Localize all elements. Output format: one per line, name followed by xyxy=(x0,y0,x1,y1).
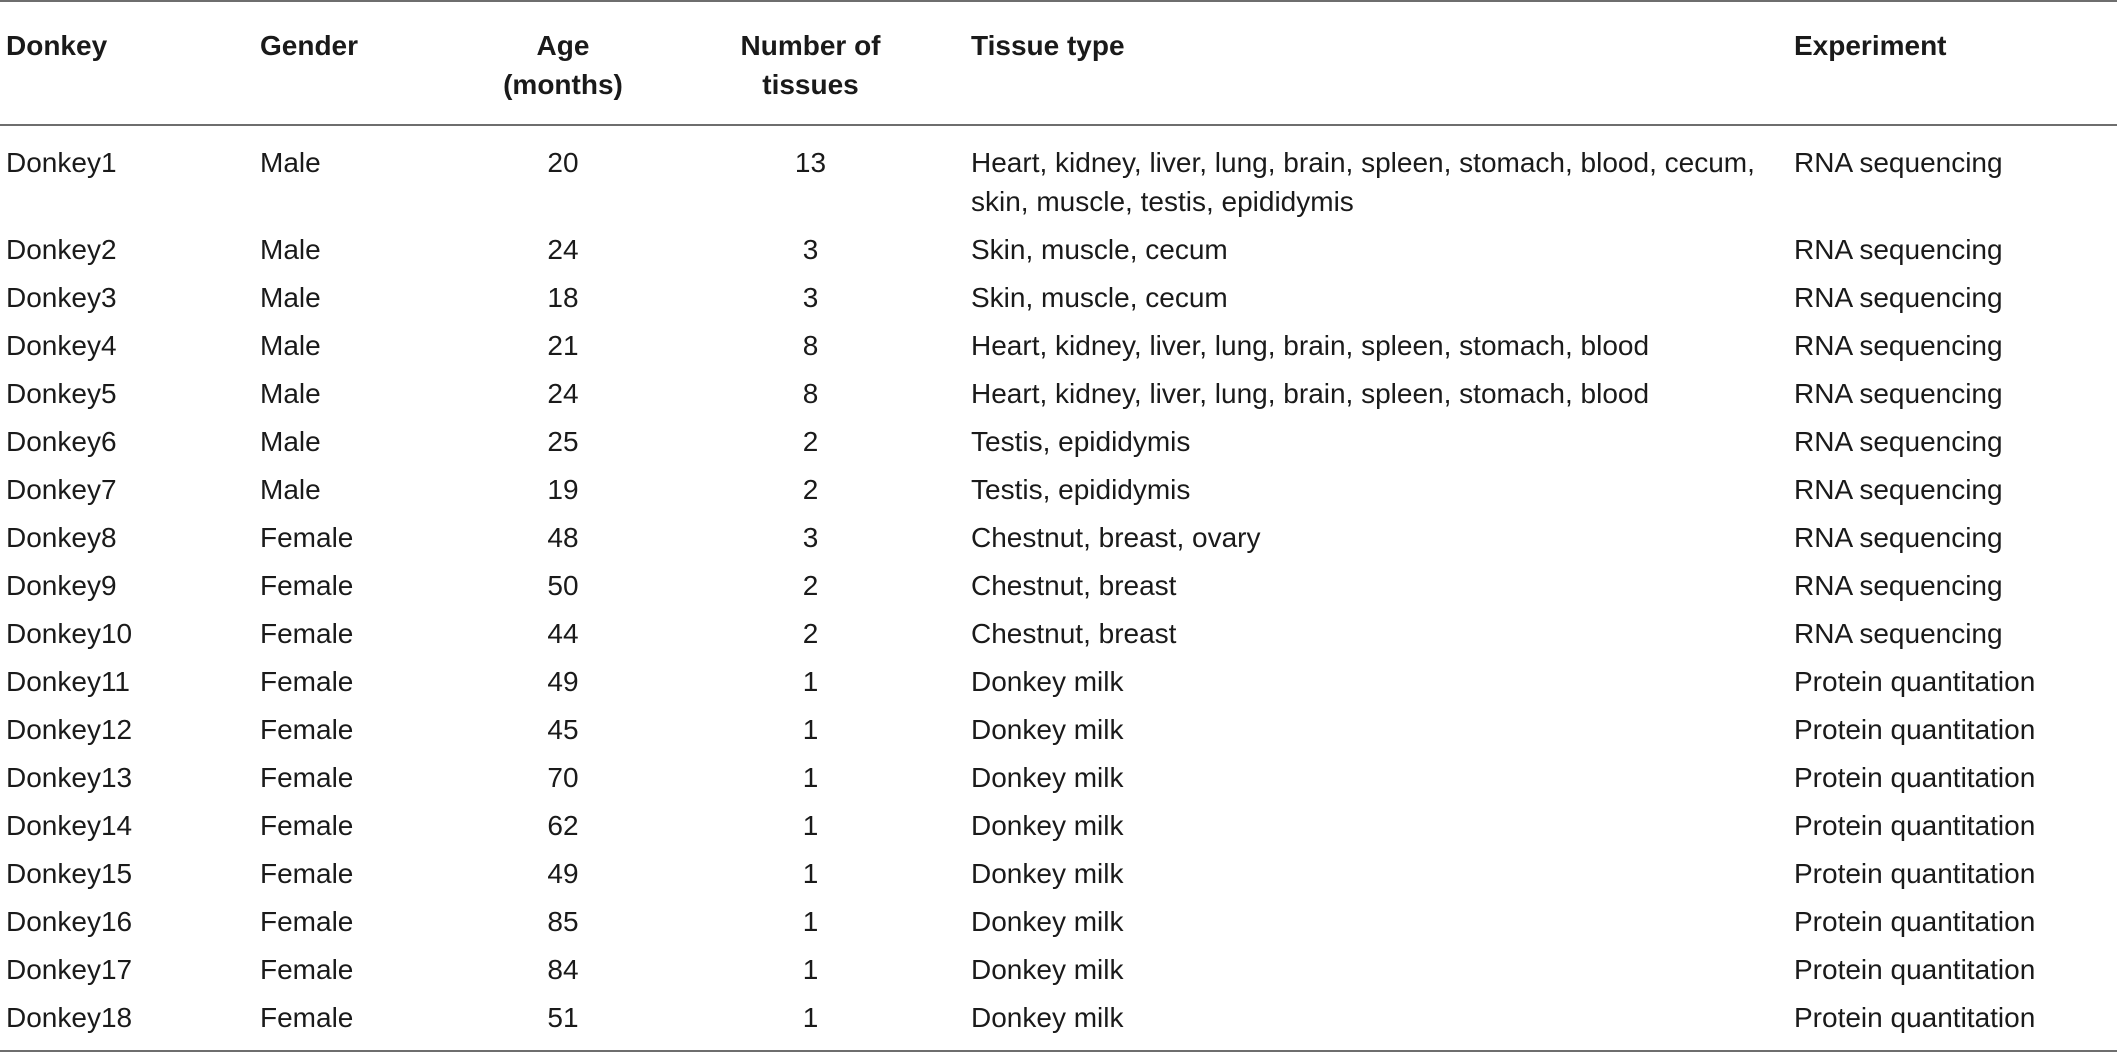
cell-age: 50 xyxy=(547,570,579,601)
cell-tissue-type: Chestnut, breast xyxy=(971,618,1177,649)
cell-gender: Female xyxy=(260,618,354,649)
cell-number-of-tissues: 1 xyxy=(802,858,819,889)
cell-tissue-type: Testis, epididymis xyxy=(971,474,1191,505)
cell-gender: Male xyxy=(260,474,321,505)
table-row xyxy=(0,125,2117,225)
cell-age: 62 xyxy=(547,810,579,841)
cell-experiment: Protein quantitation xyxy=(1794,1002,2036,1033)
cell-number-of-tissues: 2 xyxy=(802,618,819,649)
cell-experiment: Protein quantitation xyxy=(1794,858,2036,889)
cell-tissue-type: Donkey milk xyxy=(971,666,1124,697)
cell-tissue-type: Heart, kidney, liver, lung, brain, spleen, stomach, blood xyxy=(971,378,1650,409)
cell-experiment: RNA sequencing xyxy=(1794,378,2003,409)
cell-tissue-type: Donkey milk xyxy=(971,1002,1124,1033)
table-row xyxy=(0,945,2117,993)
table-row xyxy=(0,465,2117,513)
cell-experiment: RNA sequencing xyxy=(1794,330,2003,361)
cell-tissue-type: Testis, epididymis xyxy=(971,426,1191,457)
cell-number-of-tissues: 1 xyxy=(802,666,819,697)
cell-number-of-tissues: 1 xyxy=(802,906,819,937)
cell-gender: Male xyxy=(260,147,321,178)
cell-donkey: Donkey5 xyxy=(6,378,117,409)
table-row xyxy=(0,369,2117,417)
cell-experiment: RNA sequencing xyxy=(1794,426,2003,457)
cell-donkey: Donkey6 xyxy=(6,426,117,457)
cell-tissue-type: Donkey milk xyxy=(971,714,1124,745)
cell-donkey: Donkey15 xyxy=(6,858,133,889)
cell-gender: Female xyxy=(260,666,354,697)
cell-donkey: Donkey12 xyxy=(6,714,133,745)
cell-tissue-type: Skin, muscle, cecum xyxy=(971,234,1228,265)
cell-number-of-tissues: 1 xyxy=(802,1002,819,1033)
cell-experiment: RNA sequencing xyxy=(1794,234,2003,265)
cell-donkey: Donkey10 xyxy=(6,618,133,649)
header-age-line1: Age xyxy=(536,30,590,61)
cell-number-of-tissues: 1 xyxy=(802,762,819,793)
cell-tissue-type: Skin, muscle, cecum xyxy=(971,282,1228,313)
cell-experiment: RNA sequencing xyxy=(1794,618,2003,649)
cell-number-of-tissues: 2 xyxy=(802,570,819,601)
table-row xyxy=(0,273,2117,321)
cell-donkey: Donkey3 xyxy=(6,282,117,313)
cell-age: 51 xyxy=(547,1002,579,1033)
cell-gender: Female xyxy=(260,858,354,889)
table-row xyxy=(0,417,2117,465)
cell-tissue-type: Heart, kidney, liver, lung, brain, spleen, stomach, blood, cecum, skin, muscle, testis, epididymis xyxy=(971,147,1755,217)
cell-tissue-type: Chestnut, breast xyxy=(971,570,1177,601)
cell-number-of-tissues: 8 xyxy=(802,378,819,409)
cell-gender: Male xyxy=(260,378,321,409)
cell-number-of-tissues: 2 xyxy=(802,474,819,505)
header-number-of-tissues xyxy=(658,1,963,125)
cell-gender: Female xyxy=(260,1002,354,1033)
table-row xyxy=(0,993,2117,1051)
cell-age: 49 xyxy=(547,666,579,697)
table-row xyxy=(0,561,2117,609)
header-donkey: Donkey xyxy=(6,30,108,61)
table-row xyxy=(0,849,2117,897)
cell-donkey: Donkey18 xyxy=(6,1002,133,1033)
cell-tissue-type: Heart, kidney, liver, lung, brain, spleen, stomach, blood xyxy=(971,330,1650,361)
header-tissue-type: Tissue type xyxy=(971,30,1125,61)
cell-age: 18 xyxy=(547,282,579,313)
cell-donkey: Donkey8 xyxy=(6,522,117,553)
cell-donkey: Donkey4 xyxy=(6,330,117,361)
cell-age: 49 xyxy=(547,858,579,889)
table-row xyxy=(0,321,2117,369)
cell-experiment: Protein quantitation xyxy=(1794,906,2036,937)
cell-age: 21 xyxy=(547,330,579,361)
table-row xyxy=(0,513,2117,561)
cell-donkey: Donkey2 xyxy=(6,234,117,265)
cell-gender: Male xyxy=(260,234,321,265)
cell-experiment: Protein quantitation xyxy=(1794,762,2036,793)
cell-tissue-type: Donkey milk xyxy=(971,858,1124,889)
cell-gender: Female xyxy=(260,906,354,937)
cell-number-of-tissues: 3 xyxy=(802,234,819,265)
cell-age: 25 xyxy=(547,426,579,457)
cell-gender: Female xyxy=(260,954,354,985)
cell-donkey: Donkey16 xyxy=(6,906,133,937)
cell-gender: Female xyxy=(260,810,354,841)
cell-tissue-type: Donkey milk xyxy=(971,762,1124,793)
cell-number-of-tissues: 3 xyxy=(802,282,819,313)
cell-donkey: Donkey7 xyxy=(6,474,117,505)
cell-number-of-tissues: 8 xyxy=(802,330,819,361)
cell-number-of-tissues: 13 xyxy=(794,147,827,178)
header-gender: Gender xyxy=(260,30,359,61)
cell-donkey: Donkey1 xyxy=(6,147,117,178)
cell-age: 48 xyxy=(547,522,579,553)
cell-age: 24 xyxy=(547,234,579,265)
header-age xyxy=(468,1,658,125)
cell-gender: Female xyxy=(260,570,354,601)
cell-gender: Male xyxy=(260,426,321,457)
cell-donkey: Donkey9 xyxy=(6,570,117,601)
table-row xyxy=(0,705,2117,753)
cell-tissue-type: Chestnut, breast, ovary xyxy=(971,522,1261,553)
cell-number-of-tissues: 2 xyxy=(802,426,819,457)
cell-experiment: RNA sequencing xyxy=(1794,474,2003,505)
table-row xyxy=(0,801,2117,849)
cell-experiment: Protein quantitation xyxy=(1794,714,2036,745)
cell-tissue-type: Donkey milk xyxy=(971,954,1124,985)
cell-donkey: Donkey13 xyxy=(6,762,133,793)
table-row xyxy=(0,753,2117,801)
cell-gender: Male xyxy=(260,330,321,361)
table-row xyxy=(0,897,2117,945)
table-row xyxy=(0,657,2117,705)
table-body xyxy=(0,125,2117,1051)
header-row xyxy=(0,1,2117,125)
cell-donkey: Donkey17 xyxy=(6,954,133,985)
cell-experiment: Protein quantitation xyxy=(1794,666,2036,697)
header-experiment: Experiment xyxy=(1794,30,1947,61)
cell-tissue-type: Donkey milk xyxy=(971,906,1124,937)
cell-tissue-type: Donkey milk xyxy=(971,810,1124,841)
cell-donkey: Donkey11 xyxy=(6,666,131,697)
cell-age: 19 xyxy=(547,474,579,505)
cell-number-of-tissues: 1 xyxy=(802,714,819,745)
cell-gender: Female xyxy=(260,714,354,745)
cell-age: 70 xyxy=(547,762,579,793)
cell-experiment: Protein quantitation xyxy=(1794,810,2036,841)
cell-age: 44 xyxy=(547,618,579,649)
cell-experiment: RNA sequencing xyxy=(1794,282,2003,313)
cell-age: 20 xyxy=(547,147,579,178)
cell-age: 24 xyxy=(547,378,579,409)
cell-experiment: Protein quantitation xyxy=(1794,954,2036,985)
cell-number-of-tissues: 1 xyxy=(802,954,819,985)
cell-experiment: RNA sequencing xyxy=(1794,570,2003,601)
header-age-line2: (months) xyxy=(503,69,623,100)
cell-age: 84 xyxy=(547,954,579,985)
cell-number-of-tissues: 1 xyxy=(802,810,819,841)
header-num-line1: Number of xyxy=(740,30,881,61)
cell-experiment: RNA sequencing xyxy=(1794,522,2003,553)
table-row xyxy=(0,609,2117,657)
cell-age: 85 xyxy=(547,906,579,937)
cell-experiment: RNA sequencing xyxy=(1794,147,2003,178)
table-row xyxy=(0,225,2117,273)
cell-number-of-tissues: 3 xyxy=(802,522,819,553)
header-num-line2: tissues xyxy=(762,69,859,100)
cell-gender: Female xyxy=(260,762,354,793)
cell-age: 45 xyxy=(547,714,579,745)
cell-gender: Female xyxy=(260,522,354,553)
table-header xyxy=(0,1,2117,125)
cell-gender: Male xyxy=(260,282,321,313)
cell-donkey: Donkey14 xyxy=(6,810,133,841)
